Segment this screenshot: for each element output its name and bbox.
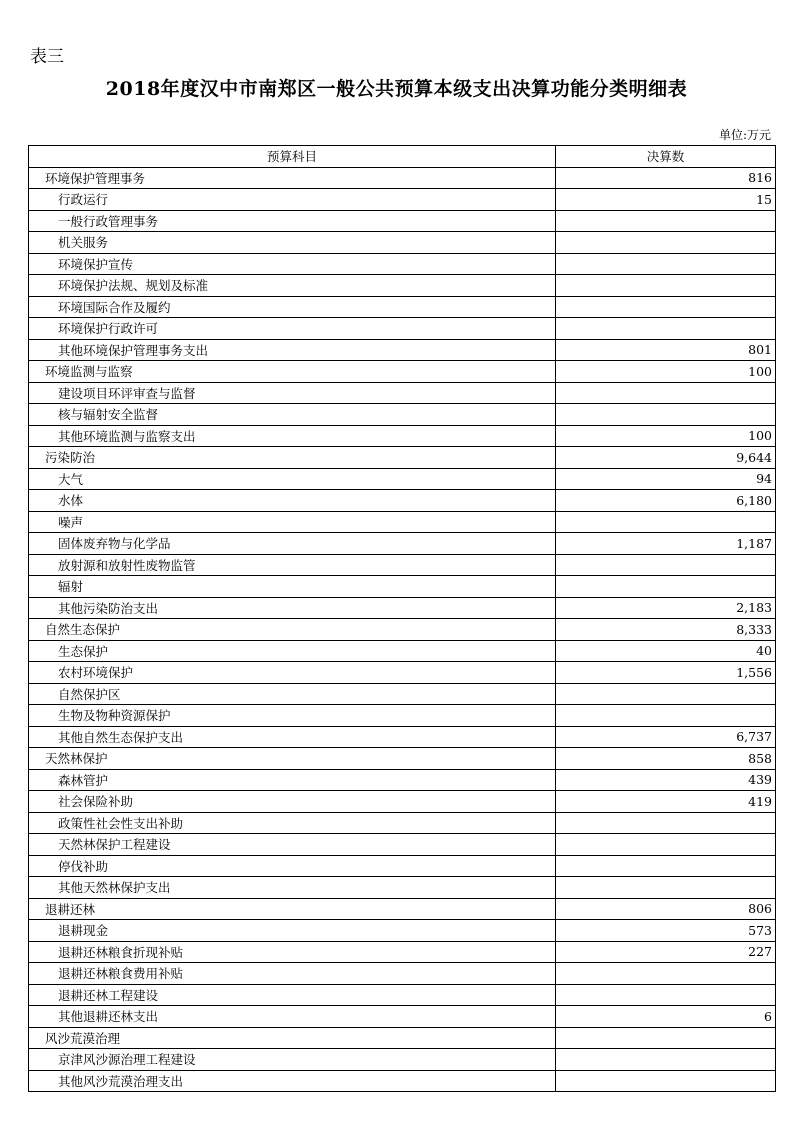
final-amount-cell: 806 [556, 898, 776, 920]
table-row [29, 920, 776, 942]
final-amount-cell [556, 576, 776, 598]
final-amount-cell: 100 [556, 361, 776, 383]
table-row [29, 855, 776, 877]
final-amount-cell [556, 1027, 776, 1049]
final-amount-cell [556, 554, 776, 576]
final-amount-cell: 15 [556, 189, 776, 211]
final-amount-cell [556, 210, 776, 232]
table-row [29, 210, 776, 232]
budget-subject-cell: 大气 [29, 468, 556, 490]
table-row [29, 425, 776, 447]
table-row [29, 253, 776, 275]
table-row [29, 167, 776, 189]
table-row [29, 1006, 776, 1028]
final-amount-cell: 40 [556, 640, 776, 662]
budget-subject-cell: 退耕现金 [29, 920, 556, 942]
final-amount-cell: 816 [556, 167, 776, 189]
budget-subject-cell: 自然保护区 [29, 683, 556, 705]
final-amount-cell [556, 382, 776, 404]
table-row [29, 769, 776, 791]
budget-subject-cell: 机关服务 [29, 232, 556, 254]
final-amount-cell [556, 834, 776, 856]
final-amount-cell [556, 705, 776, 727]
table-row [29, 748, 776, 770]
table-row [29, 597, 776, 619]
table-row [29, 576, 776, 598]
final-amount-cell [556, 877, 776, 899]
final-amount-cell: 1,187 [556, 533, 776, 555]
table-row [29, 490, 776, 512]
budget-subject-cell: 行政运行 [29, 189, 556, 211]
final-amount-cell [556, 683, 776, 705]
final-amount-cell: 419 [556, 791, 776, 813]
final-amount-cell: 573 [556, 920, 776, 942]
unit-label: 单位:万元 [718, 128, 771, 142]
budget-subject-cell: 噪声 [29, 511, 556, 533]
budget-table [28, 145, 776, 1092]
budget-subject-cell: 其他退耕还林支出 [29, 1006, 556, 1028]
table-row [29, 726, 776, 748]
table-row [29, 339, 776, 361]
budget-subject-cell: 政策性社会性支出补助 [29, 812, 556, 834]
budget-subject-cell: 一般行政管理事务 [29, 210, 556, 232]
table-row [29, 662, 776, 684]
budget-subject-cell: 退耕还林工程建设 [29, 984, 556, 1006]
final-amount-cell [556, 296, 776, 318]
table-row [29, 554, 776, 576]
budget-subject-cell: 农村环境保护 [29, 662, 556, 684]
table-row [29, 318, 776, 340]
final-amount-cell: 94 [556, 468, 776, 490]
table-row [29, 404, 776, 426]
budget-subject-cell: 生物及物种资源保护 [29, 705, 556, 727]
table-row [29, 447, 776, 469]
budget-subject-cell: 环境保护管理事务 [29, 167, 556, 189]
table-row [29, 296, 776, 318]
table-row [29, 941, 776, 963]
table-row [29, 619, 776, 641]
table-row [29, 984, 776, 1006]
final-amount-cell: 801 [556, 339, 776, 361]
table-row [29, 791, 776, 813]
budget-subject-cell: 森林管护 [29, 769, 556, 791]
budget-subject-cell: 风沙荒漠治理 [29, 1027, 556, 1049]
table-row [29, 1070, 776, 1092]
budget-subject-cell: 社会保险补助 [29, 791, 556, 813]
budget-subject-cell: 天然林保护 [29, 748, 556, 770]
table-row [29, 511, 776, 533]
budget-subject-cell: 环境国际合作及履约 [29, 296, 556, 318]
budget-subject-cell: 自然生态保护 [29, 619, 556, 641]
budget-subject-cell: 停伐补助 [29, 855, 556, 877]
final-amount-cell [556, 984, 776, 1006]
table-row [29, 683, 776, 705]
final-amount-cell [556, 253, 776, 275]
budget-subject-cell: 污染防治 [29, 447, 556, 469]
budget-subject-cell: 辐射 [29, 576, 556, 598]
budget-subject-cell: 环境保护法规、规划及标准 [29, 275, 556, 297]
final-amount-cell: 100 [556, 425, 776, 447]
table-row [29, 1027, 776, 1049]
table-row [29, 1049, 776, 1071]
budget-subject-cell: 其他环境监测与监察支出 [29, 425, 556, 447]
budget-subject-cell: 环境保护行政许可 [29, 318, 556, 340]
budget-subject-cell: 其他天然林保护支出 [29, 877, 556, 899]
final-amount-cell [556, 404, 776, 426]
budget-subject-cell: 退耕还林 [29, 898, 556, 920]
table-row [29, 834, 776, 856]
final-amount-cell: 8,333 [556, 619, 776, 641]
budget-subject-cell: 天然林保护工程建设 [29, 834, 556, 856]
final-amount-cell [556, 1049, 776, 1071]
final-amount-cell: 227 [556, 941, 776, 963]
budget-subject-cell: 其他风沙荒漠治理支出 [29, 1070, 556, 1092]
final-amount-cell [556, 812, 776, 834]
table-body [29, 167, 776, 1092]
table-row [29, 640, 776, 662]
final-amount-cell [556, 855, 776, 877]
final-amount-cell [556, 1070, 776, 1092]
table-row [29, 468, 776, 490]
budget-subject-cell: 其他环境保护管理事务支出 [29, 339, 556, 361]
budget-subject-cell: 环境保护宣传 [29, 253, 556, 275]
column-header-subject: 预算科目 [29, 146, 556, 168]
table-row [29, 361, 776, 383]
table-row [29, 382, 776, 404]
table-row [29, 898, 776, 920]
final-amount-cell: 6,737 [556, 726, 776, 748]
budget-subject-cell: 水体 [29, 490, 556, 512]
final-amount-cell: 6 [556, 1006, 776, 1028]
budget-subject-cell: 固体废弃物与化学品 [29, 533, 556, 555]
table-header-row [29, 146, 776, 168]
table-row [29, 232, 776, 254]
budget-subject-cell: 其他自然生态保护支出 [29, 726, 556, 748]
budget-subject-cell: 放射源和放射性废物监管 [29, 554, 556, 576]
budget-subject-cell: 退耕还林粮食折现补贴 [29, 941, 556, 963]
table-row [29, 812, 776, 834]
table-row [29, 189, 776, 211]
table-row [29, 877, 776, 899]
page-title: 2018年度汉中市南郑区一般公共预算本级支出决算功能分类明细表 [105, 78, 688, 100]
table-row [29, 705, 776, 727]
final-amount-cell: 9,644 [556, 447, 776, 469]
budget-subject-cell: 生态保护 [29, 640, 556, 662]
final-amount-cell: 6,180 [556, 490, 776, 512]
table-row [29, 963, 776, 985]
final-amount-cell [556, 318, 776, 340]
table-row [29, 533, 776, 555]
budget-subject-cell: 核与辐射安全监督 [29, 404, 556, 426]
budget-subject-cell: 建设项目环评审查与监督 [29, 382, 556, 404]
final-amount-cell: 1,556 [556, 662, 776, 684]
final-amount-cell: 439 [556, 769, 776, 791]
budget-subject-cell: 京津风沙源治理工程建设 [29, 1049, 556, 1071]
final-amount-cell: 2,183 [556, 597, 776, 619]
final-amount-cell [556, 963, 776, 985]
final-amount-cell [556, 232, 776, 254]
final-amount-cell: 858 [556, 748, 776, 770]
table-row [29, 275, 776, 297]
final-amount-cell [556, 275, 776, 297]
final-amount-cell [556, 511, 776, 533]
budget-subject-cell: 退耕还林粮食费用补贴 [29, 963, 556, 985]
table-number-label: 表三 [30, 47, 64, 67]
column-header-amount: 决算数 [556, 146, 776, 168]
budget-subject-cell: 其他污染防治支出 [29, 597, 556, 619]
budget-subject-cell: 环境监测与监察 [29, 361, 556, 383]
